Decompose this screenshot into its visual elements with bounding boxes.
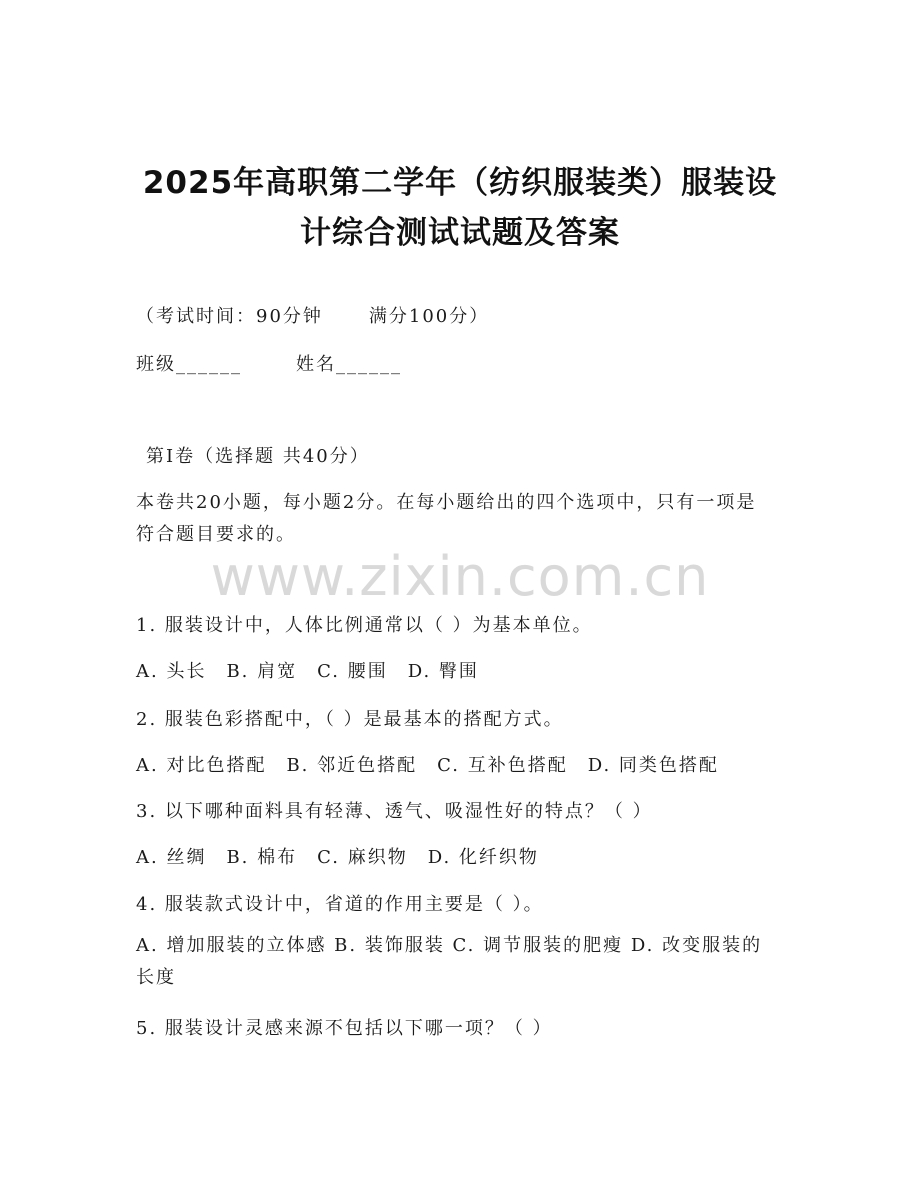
question-5-stem: 5. 服装设计灵感来源不包括以下哪一项？（ ）: [136, 1018, 553, 1039]
class-field: 班级______: [136, 354, 242, 375]
option: B. 肩宽: [226, 661, 298, 682]
watermark: www.zixin.com.cn: [210, 545, 710, 608]
instructions: 本卷共20小题，每小题2分。在每小题给出的四个选项中，只有一项是符合题目要求的。: [136, 492, 757, 545]
exam-info: [136, 302, 489, 328]
name-field: 姓名______: [296, 354, 402, 375]
option: D. 化纤织物: [427, 847, 539, 868]
option: A. 头长: [136, 661, 207, 682]
option: C. 互补色搭配: [437, 755, 568, 776]
option: C. 腰围: [317, 661, 388, 682]
question-3-options: [136, 843, 539, 869]
option: C. 麻织物: [317, 847, 408, 868]
question-1-options: [136, 657, 479, 683]
option: B. 棉布: [226, 847, 298, 868]
question-1-stem: 1. 服装设计中，人体比例通常以（ ）为基本单位。: [136, 615, 593, 636]
full-score: 满分100分）: [368, 306, 490, 327]
question-4-options: A. 增加服装的立体感 B. 装饰服装 C. 调节服装的肥瘦 D. 改变服装的长度: [136, 935, 763, 988]
document-title-line2: 计综合测试试题及答案: [300, 215, 620, 251]
option: A. 对比色搭配: [136, 755, 267, 776]
document-title-line1: 2025年高职第二学年（纺织服装类）服装设: [142, 165, 778, 201]
question-2-stem: 2. 服装色彩搭配中，（ ）是最基本的搭配方式。: [136, 709, 564, 730]
exam-time: （考试时间：90分钟: [136, 306, 323, 327]
student-fields: [136, 350, 402, 376]
section-heading: 第I卷（选择题 共40分）: [146, 446, 370, 467]
question-4-stem: 4. 服装款式设计中，省道的作用主要是（ ）。: [136, 894, 544, 915]
option: A. 丝绸: [136, 847, 207, 868]
question-3-stem: 3. 以下哪种面料具有轻薄、透气、吸湿性好的特点？（ ）: [136, 801, 653, 822]
option: B. 邻近色搭配: [286, 755, 418, 776]
option: D. 臀围: [407, 661, 479, 682]
option: D. 同类色搭配: [587, 755, 719, 776]
question-2-options: [136, 751, 719, 777]
